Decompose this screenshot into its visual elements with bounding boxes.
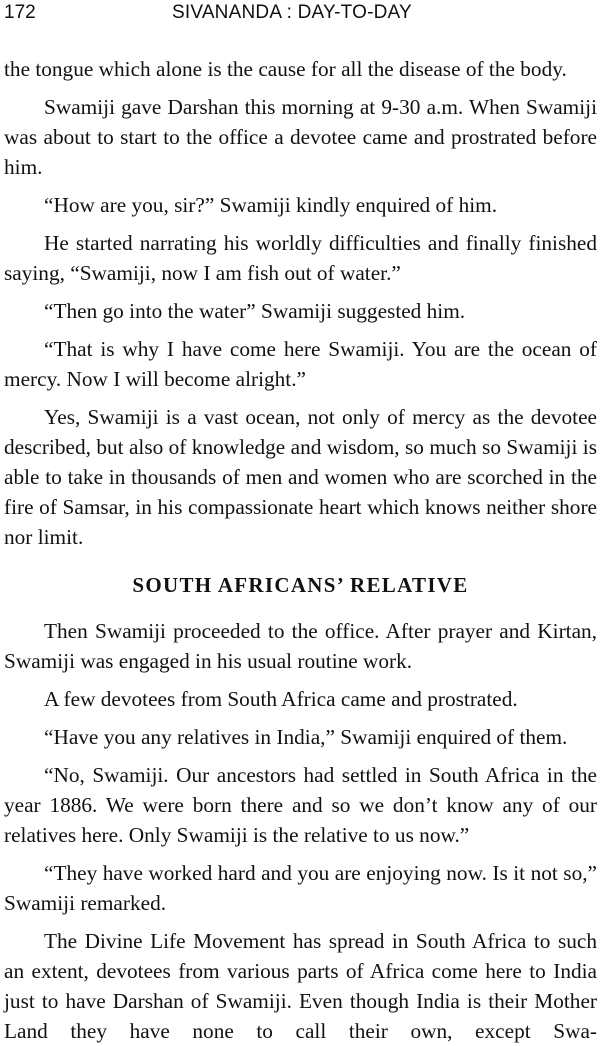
paragraph: “Have you any relatives in India,” Swamiji enquired of them.	[44, 725, 568, 749]
paragraph: “That is why I have come here Swamiji. You are the ocean of mercy. Now I will become alright.”	[4, 337, 597, 391]
paragraph: Yes, Swamiji is a vast ocean, not only of mercy as the devotee described, but also of knowledge and wisdom, so much so Swamiji is able to take in thousands of men and women who are scorched in the fire of Samsar, in his compassionate heart which knows neither shore nor limit.	[4, 405, 597, 549]
page-number: 172	[4, 2, 36, 23]
paragraph: A few devotees from South Africa came and prostrated.	[44, 687, 518, 711]
page-body	[4, 54, 597, 1046]
paragraph: Then Swamiji proceeded to the office. After prayer and Kirtan, Swamiji was engaged in his usual routine work.	[4, 619, 597, 673]
paragraph: the tongue which alone is the cause for all the disease of the body.	[4, 57, 567, 81]
paragraph: Swamiji gave Darshan this morning at 9-30 a.m. When Swamiji was about to start to the office a devotee came and prostrated before him.	[4, 95, 597, 179]
running-title: SIVANANDA : DAY-TO-DAY	[172, 2, 412, 23]
section-heading: SOUTH AFRICANS’ RELATIVE	[132, 573, 469, 597]
paragraph: “They have worked hard and you are enjoying now. Is it not so,” Swamiji remarked.	[4, 861, 597, 915]
running-header	[0, 0, 600, 34]
paragraph: “No, Swamiji. Our ancestors had settled in South Africa in the year 1886. We were born there and so we don’t know any of our relatives here. Only Swamiji is the relative to us now.”	[4, 763, 597, 847]
paragraph: “How are you, sir?” Swamiji kindly enquired of him.	[44, 193, 498, 217]
paragraph: He started narrating his worldly difficulties and finally finished saying, “Swamiji, now I am fish out of water.”	[4, 231, 597, 285]
paragraph: The Divine Life Movement has spread in South Africa to such an extent, devotees from various parts of Africa come here to India just to have Darshan of Swamiji. Even though India is their Mother Land they have none to call their own, except Swa-	[4, 929, 597, 1043]
paragraph: “Then go into the water” Swamiji suggested him.	[44, 299, 466, 323]
